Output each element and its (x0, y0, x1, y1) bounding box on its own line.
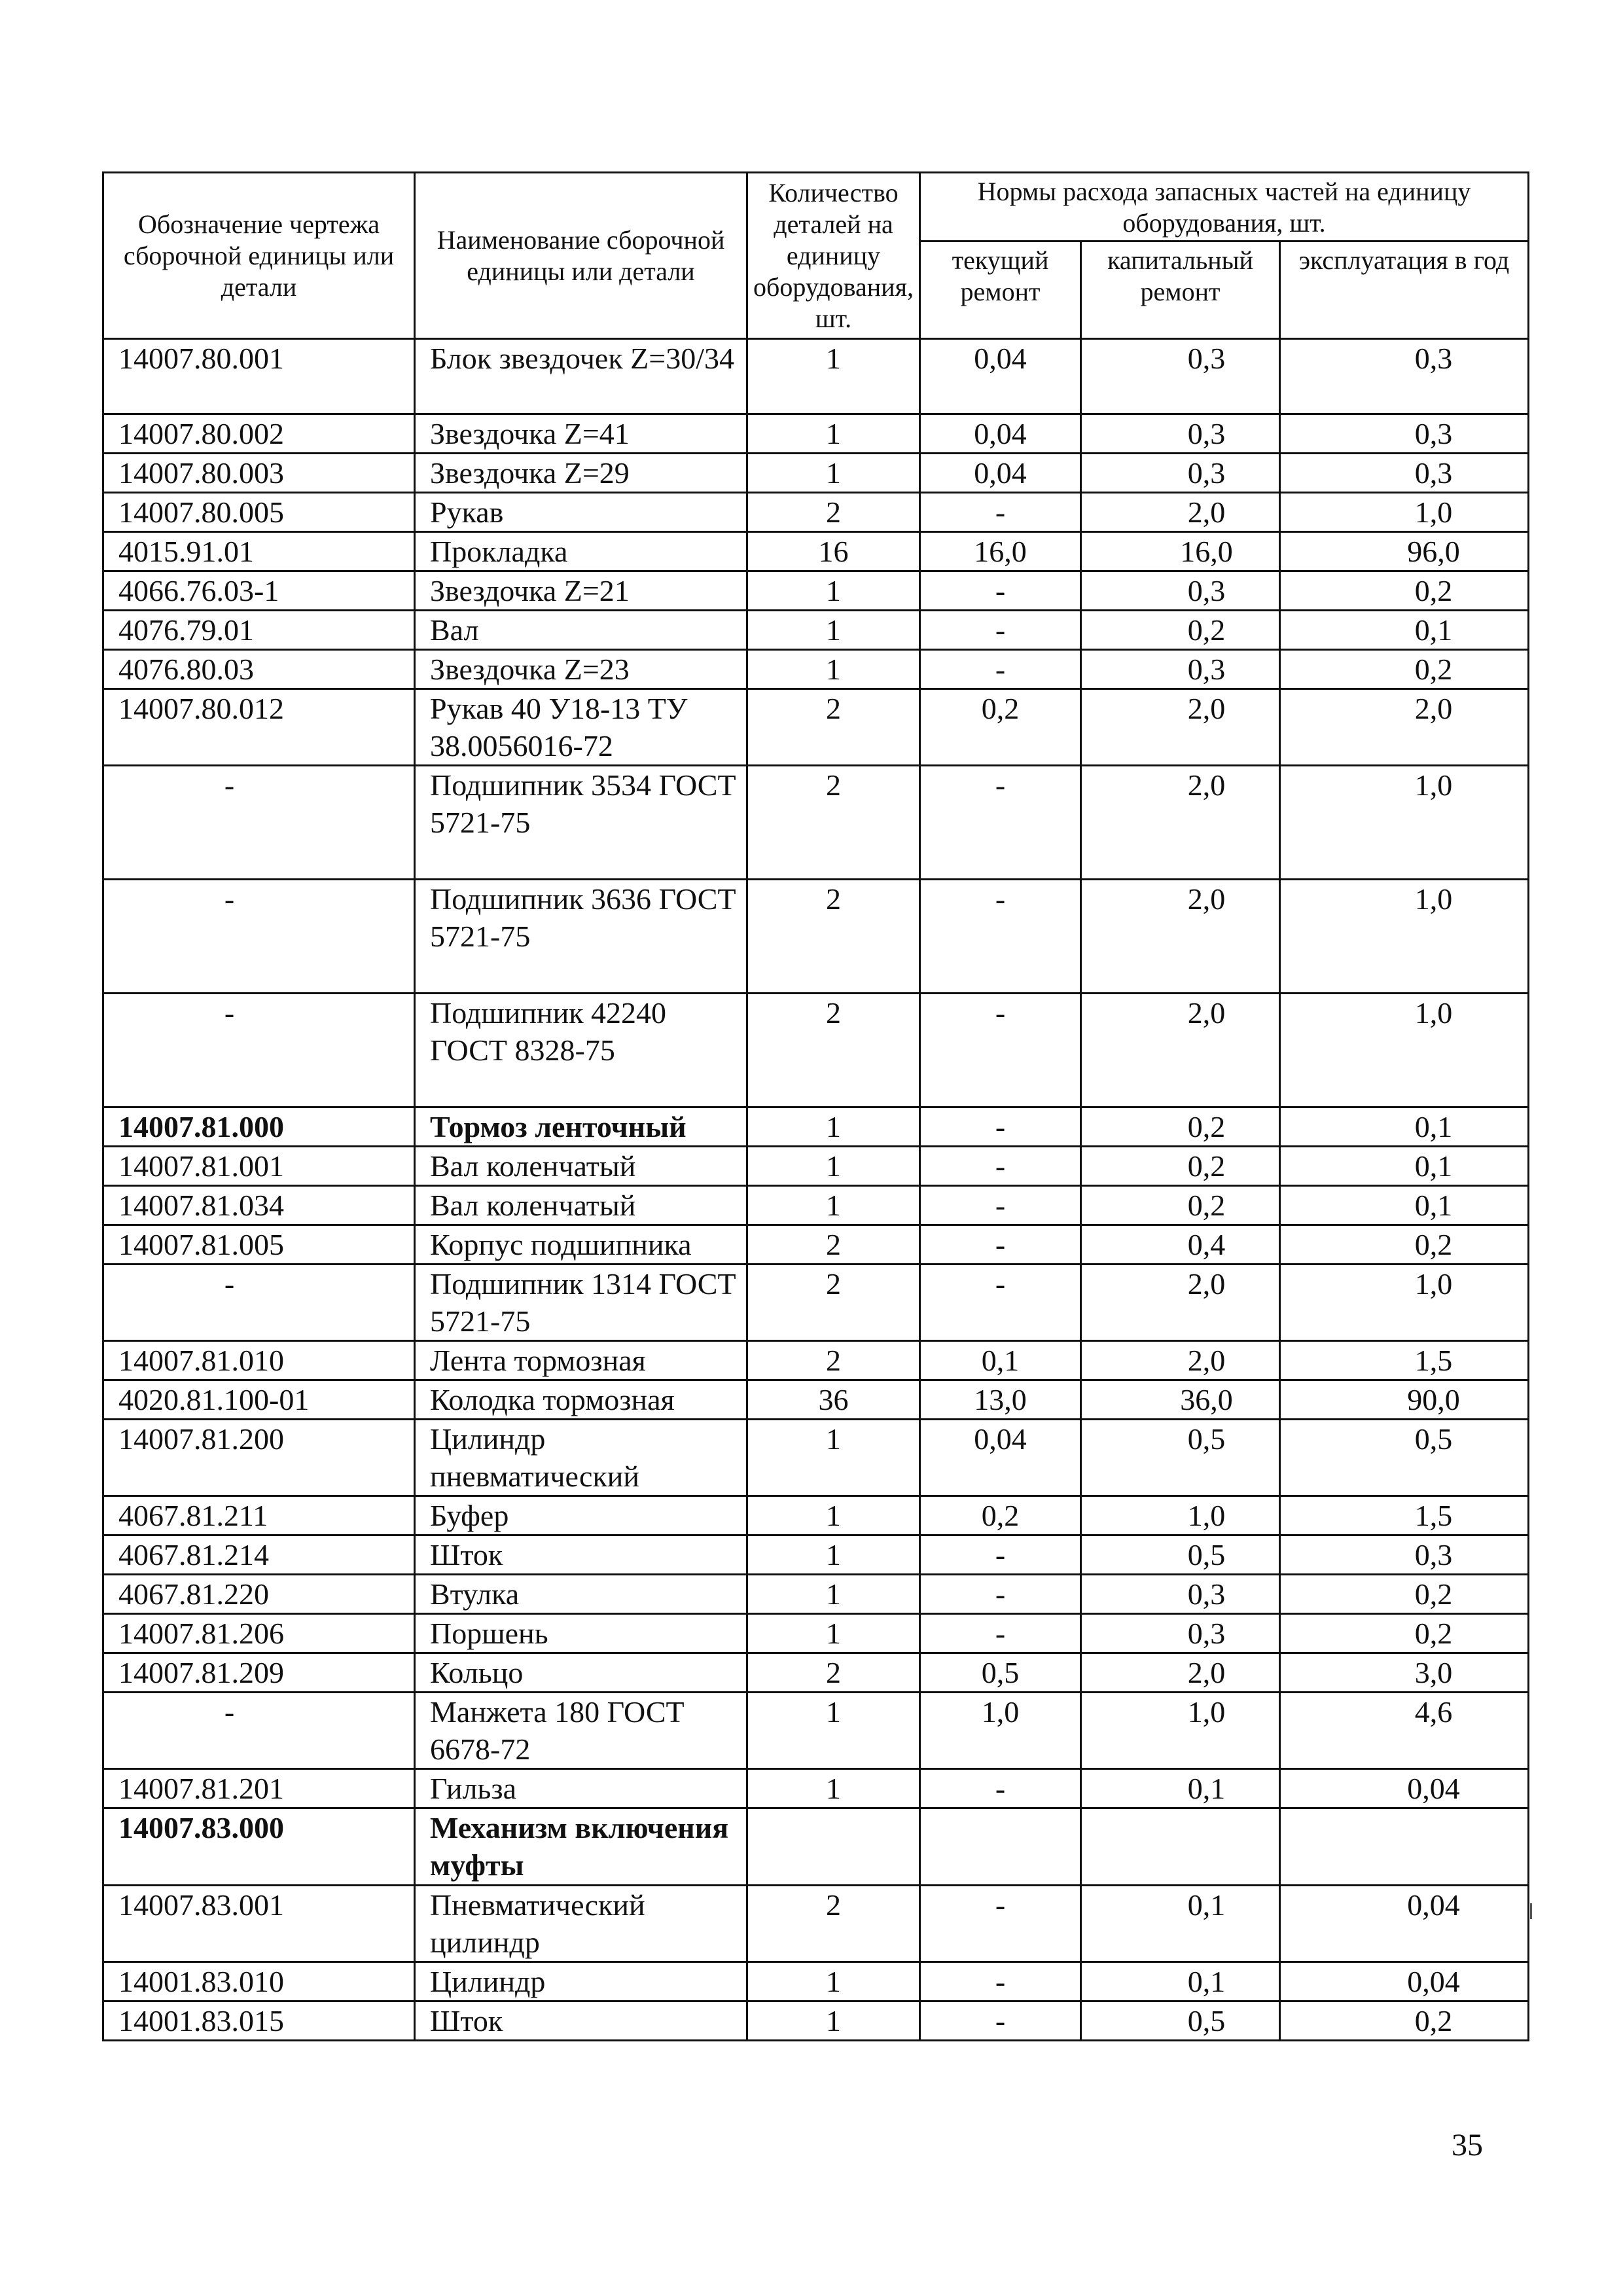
cell-qty: 2 (747, 880, 920, 994)
table-row (103, 766, 1529, 880)
cell-current-repair: 0,04 (920, 339, 1081, 414)
header-capital-repair: капитальный ремонт (1081, 242, 1280, 339)
cell-code: - (103, 994, 415, 1107)
cell-current-repair: - (920, 650, 1081, 689)
cell-current-repair (920, 1808, 1081, 1886)
cell-current-repair: - (920, 1535, 1081, 1575)
cell-name: Подшипник 3534 ГОСТ 5721-75 (415, 766, 747, 880)
cell-current-repair: - (920, 2001, 1081, 2041)
cell-code: - (103, 1265, 415, 1341)
header-qty: Количество деталей на единицу оборудования, шт. (747, 173, 920, 339)
cell-capital-repair: 1,0 (1081, 1693, 1280, 1769)
table-row (103, 1265, 1529, 1341)
table-row (103, 1225, 1529, 1265)
cell-name: Подшипник 1314 ГОСТ 5721-75 (415, 1265, 747, 1341)
cell-name: Звездочка Z=29 (415, 454, 747, 493)
table-row (103, 2001, 1529, 2041)
table-body (103, 339, 1529, 2041)
cell-name: Рукав 40 У18-13 ТУ 38.0056016-72 (415, 689, 747, 766)
cell-qty: 1 (747, 1420, 920, 1496)
cell-capital-repair: 2,0 (1081, 493, 1280, 532)
cell-name: Звездочка Z=41 (415, 414, 747, 454)
cell-code: 4066.76.03-1 (103, 571, 415, 611)
cell-qty: 1 (747, 1186, 920, 1225)
cell-code: 14007.81.209 (103, 1653, 415, 1693)
cell-operation: 1,0 (1280, 493, 1529, 532)
cell-code: 14007.83.001 (103, 1886, 415, 1962)
cell-current-repair: - (920, 880, 1081, 994)
cell-qty: 36 (747, 1380, 920, 1420)
cell-code: 14007.80.003 (103, 454, 415, 493)
cell-capital-repair: 16,0 (1081, 532, 1280, 571)
cell-name: Подшипник 3636 ГОСТ 5721-75 (415, 880, 747, 994)
cell-current-repair: - (920, 571, 1081, 611)
cell-qty: 16 (747, 532, 920, 571)
cell-operation: 0,1 (1280, 1147, 1529, 1186)
cell-current-repair: - (920, 1186, 1081, 1225)
cell-code: 14007.81.010 (103, 1341, 415, 1380)
cell-name: Вал коленчатый (415, 1186, 747, 1225)
table-row (103, 1341, 1529, 1380)
cell-code: 14001.83.010 (103, 1962, 415, 2001)
table-row (103, 1420, 1529, 1496)
cell-current-repair: 0,04 (920, 454, 1081, 493)
spare-parts-table (102, 171, 1529, 2041)
cell-code: 4076.80.03 (103, 650, 415, 689)
cell-name: Звездочка Z=23 (415, 650, 747, 689)
cell-operation: 0,1 (1280, 1107, 1529, 1147)
cell-capital-repair (1081, 1808, 1280, 1886)
cell-name: Механизм включения муфты (415, 1808, 747, 1886)
cell-current-repair: - (920, 1225, 1081, 1265)
cell-current-repair: - (920, 1147, 1081, 1186)
cell-operation: 1,0 (1280, 766, 1529, 880)
cell-name: Тормоз ленточный (415, 1107, 747, 1147)
cell-capital-repair: 0,1 (1081, 1886, 1280, 1962)
cell-capital-repair: 36,0 (1081, 1380, 1280, 1420)
table-row (103, 1147, 1529, 1186)
header-code: Обозначение чертежа сборочной единицы или детали (103, 173, 415, 339)
cell-capital-repair: 0,2 (1081, 1147, 1280, 1186)
cell-name: Поршень (415, 1614, 747, 1653)
cell-capital-repair: 0,5 (1081, 1535, 1280, 1575)
cell-name: Блок звездочек Z=30/34 (415, 339, 747, 414)
cell-operation: 0,1 (1280, 1186, 1529, 1225)
cell-code: - (103, 880, 415, 994)
cell-operation: 1,5 (1280, 1496, 1529, 1535)
cell-qty: 1 (747, 414, 920, 454)
header-norms: Нормы расхода запасных частей на единицу оборудования, шт. (920, 173, 1529, 242)
cell-qty: 1 (747, 339, 920, 414)
cell-name: Пневматический цилиндр (415, 1886, 747, 1962)
cell-name: Цилиндр (415, 1962, 747, 2001)
cell-code: 4076.79.01 (103, 611, 415, 650)
cell-capital-repair: 0,1 (1081, 1962, 1280, 2001)
cell-qty: 2 (747, 1886, 920, 1962)
table-row (103, 650, 1529, 689)
cell-code: 14007.81.034 (103, 1186, 415, 1225)
scan-mark (1530, 1903, 1532, 1919)
header-operation-per-year: эксплуатация в год (1280, 242, 1529, 339)
table-row (103, 1107, 1529, 1147)
cell-operation: 0,3 (1280, 454, 1529, 493)
cell-current-repair: - (920, 611, 1081, 650)
cell-code: 14007.80.012 (103, 689, 415, 766)
cell-current-repair: - (920, 994, 1081, 1107)
cell-capital-repair: 2,0 (1081, 689, 1280, 766)
cell-qty: 1 (747, 1107, 920, 1147)
cell-qty: 1 (747, 1962, 920, 2001)
cell-name: Шток (415, 1535, 747, 1575)
page-number: 35 (1452, 2128, 1483, 2162)
table-row (103, 454, 1529, 493)
table-row (103, 611, 1529, 650)
cell-operation: 4,6 (1280, 1693, 1529, 1769)
cell-capital-repair: 2,0 (1081, 1265, 1280, 1341)
table-row (103, 1380, 1529, 1420)
cell-code: 4015.91.01 (103, 532, 415, 571)
table-row (103, 994, 1529, 1107)
cell-operation: 1,5 (1280, 1341, 1529, 1380)
cell-capital-repair: 0,2 (1081, 611, 1280, 650)
cell-operation: 0,3 (1280, 339, 1529, 414)
table-row (103, 339, 1529, 414)
cell-qty: 2 (747, 1341, 920, 1380)
cell-current-repair: - (920, 1962, 1081, 2001)
cell-qty: 2 (747, 1265, 920, 1341)
table-row (103, 1886, 1529, 1962)
cell-current-repair: - (920, 766, 1081, 880)
cell-current-repair: 13,0 (920, 1380, 1081, 1420)
cell-code: 14007.80.001 (103, 339, 415, 414)
table-row (103, 1186, 1529, 1225)
cell-code: 14007.80.002 (103, 414, 415, 454)
cell-name: Вал коленчатый (415, 1147, 747, 1186)
cell-code: 14007.81.201 (103, 1769, 415, 1808)
cell-operation: 0,2 (1280, 650, 1529, 689)
cell-capital-repair: 0,3 (1081, 414, 1280, 454)
table-row (103, 1653, 1529, 1693)
cell-capital-repair: 0,4 (1081, 1225, 1280, 1265)
table-row (103, 1496, 1529, 1535)
cell-operation: 0,2 (1280, 1575, 1529, 1614)
cell-qty: 1 (747, 1535, 920, 1575)
cell-operation: 1,0 (1280, 880, 1529, 994)
cell-code: 14007.81.001 (103, 1147, 415, 1186)
cell-capital-repair: 0,2 (1081, 1107, 1280, 1147)
cell-code: 14007.80.005 (103, 493, 415, 532)
cell-capital-repair: 0,3 (1081, 571, 1280, 611)
cell-capital-repair: 1,0 (1081, 1496, 1280, 1535)
cell-capital-repair: 2,0 (1081, 994, 1280, 1107)
table-row (103, 493, 1529, 532)
cell-name: Втулка (415, 1575, 747, 1614)
table-row (103, 689, 1529, 766)
cell-name: Цилиндр пневматический (415, 1420, 747, 1496)
cell-capital-repair: 0,5 (1081, 1420, 1280, 1496)
cell-name: Корпус подшипника (415, 1225, 747, 1265)
cell-operation (1280, 1808, 1529, 1886)
cell-qty: 2 (747, 1225, 920, 1265)
cell-operation: 96,0 (1280, 532, 1529, 571)
table-row (103, 414, 1529, 454)
cell-qty: 2 (747, 766, 920, 880)
cell-current-repair: - (920, 1614, 1081, 1653)
cell-capital-repair: 0,3 (1081, 1614, 1280, 1653)
cell-current-repair: 0,5 (920, 1653, 1081, 1693)
cell-current-repair: 1,0 (920, 1693, 1081, 1769)
cell-qty: 1 (747, 2001, 920, 2041)
cell-operation: 0,04 (1280, 1886, 1529, 1962)
cell-qty: 1 (747, 571, 920, 611)
cell-operation: 0,1 (1280, 611, 1529, 650)
cell-name: Манжета 180 ГОСТ 6678-72 (415, 1693, 747, 1769)
table-row (103, 571, 1529, 611)
table-row (103, 1808, 1529, 1886)
cell-current-repair: - (920, 1769, 1081, 1808)
cell-qty: 2 (747, 689, 920, 766)
cell-capital-repair: 0,1 (1081, 1769, 1280, 1808)
cell-name: Кольцо (415, 1653, 747, 1693)
cell-current-repair: - (920, 1265, 1081, 1341)
table-row (103, 1575, 1529, 1614)
table-row (103, 880, 1529, 994)
cell-capital-repair: 0,3 (1081, 339, 1280, 414)
cell-operation: 0,3 (1280, 414, 1529, 454)
cell-qty: 1 (747, 1693, 920, 1769)
cell-code: - (103, 766, 415, 880)
cell-code: 14007.81.000 (103, 1107, 415, 1147)
cell-name: Звездочка Z=21 (415, 571, 747, 611)
cell-qty (747, 1808, 920, 1886)
table-row (103, 1614, 1529, 1653)
cell-operation: 1,0 (1280, 994, 1529, 1107)
table-row (103, 532, 1529, 571)
cell-name: Прокладка (415, 532, 747, 571)
cell-qty: 1 (747, 454, 920, 493)
cell-qty: 1 (747, 1575, 920, 1614)
table-row (103, 1962, 1529, 2001)
cell-name: Буфер (415, 1496, 747, 1535)
cell-qty: 2 (747, 994, 920, 1107)
cell-operation: 0,04 (1280, 1769, 1529, 1808)
cell-current-repair: 0,2 (920, 689, 1081, 766)
cell-operation: 0,2 (1280, 1614, 1529, 1653)
cell-capital-repair: 0,3 (1081, 650, 1280, 689)
cell-operation: 0,2 (1280, 571, 1529, 611)
header-current-repair: текущий ремонт (920, 242, 1081, 339)
cell-code: 4020.81.100-01 (103, 1380, 415, 1420)
cell-capital-repair: 2,0 (1081, 880, 1280, 994)
cell-qty: 1 (747, 611, 920, 650)
cell-current-repair: 16,0 (920, 532, 1081, 571)
cell-code: 14007.81.200 (103, 1420, 415, 1496)
cell-code: 14007.81.005 (103, 1225, 415, 1265)
cell-qty: 1 (747, 1614, 920, 1653)
cell-current-repair: - (920, 493, 1081, 532)
cell-capital-repair: 0,5 (1081, 2001, 1280, 2041)
cell-name: Шток (415, 2001, 747, 2041)
header-name: Наименование сборочной единицы или детали (415, 173, 747, 339)
cell-operation: 2,0 (1280, 689, 1529, 766)
table-row (103, 1769, 1529, 1808)
cell-code: 14007.81.206 (103, 1614, 415, 1653)
cell-operation: 0,2 (1280, 2001, 1529, 2041)
cell-code: 4067.81.220 (103, 1575, 415, 1614)
cell-operation: 0,3 (1280, 1535, 1529, 1575)
cell-qty: 1 (747, 1769, 920, 1808)
cell-qty: 1 (747, 1496, 920, 1535)
cell-capital-repair: 2,0 (1081, 1341, 1280, 1380)
cell-code: - (103, 1693, 415, 1769)
cell-capital-repair: 0,2 (1081, 1186, 1280, 1225)
cell-current-repair: 0,04 (920, 1420, 1081, 1496)
cell-operation: 1,0 (1280, 1265, 1529, 1341)
cell-qty: 2 (747, 1653, 920, 1693)
cell-current-repair: 0,04 (920, 414, 1081, 454)
cell-code: 4067.81.211 (103, 1496, 415, 1535)
cell-qty: 1 (747, 1147, 920, 1186)
cell-qty: 1 (747, 650, 920, 689)
cell-name: Гильза (415, 1769, 747, 1808)
cell-name: Подшипник 42240 ГОСТ 8328-75 (415, 994, 747, 1107)
cell-capital-repair: 2,0 (1081, 1653, 1280, 1693)
cell-capital-repair: 2,0 (1081, 766, 1280, 880)
cell-current-repair: 0,1 (920, 1341, 1081, 1380)
cell-name: Колодка тормозная (415, 1380, 747, 1420)
cell-code: 14007.83.000 (103, 1808, 415, 1886)
cell-operation: 90,0 (1280, 1380, 1529, 1420)
cell-current-repair: - (920, 1575, 1081, 1614)
cell-capital-repair: 0,3 (1081, 1575, 1280, 1614)
cell-operation: 0,5 (1280, 1420, 1529, 1496)
table-row (103, 1693, 1529, 1769)
table-row (103, 1535, 1529, 1575)
table-header (103, 173, 1529, 339)
cell-name: Лента тормозная (415, 1341, 747, 1380)
cell-current-repair: - (920, 1886, 1081, 1962)
cell-capital-repair: 0,3 (1081, 454, 1280, 493)
cell-qty: 2 (747, 493, 920, 532)
cell-current-repair: 0,2 (920, 1496, 1081, 1535)
cell-operation: 0,04 (1280, 1962, 1529, 2001)
cell-name: Вал (415, 611, 747, 650)
cell-code: 4067.81.214 (103, 1535, 415, 1575)
cell-current-repair: - (920, 1107, 1081, 1147)
cell-operation: 3,0 (1280, 1653, 1529, 1693)
cell-name: Рукав (415, 493, 747, 532)
cell-operation: 0,2 (1280, 1225, 1529, 1265)
cell-code: 14001.83.015 (103, 2001, 415, 2041)
